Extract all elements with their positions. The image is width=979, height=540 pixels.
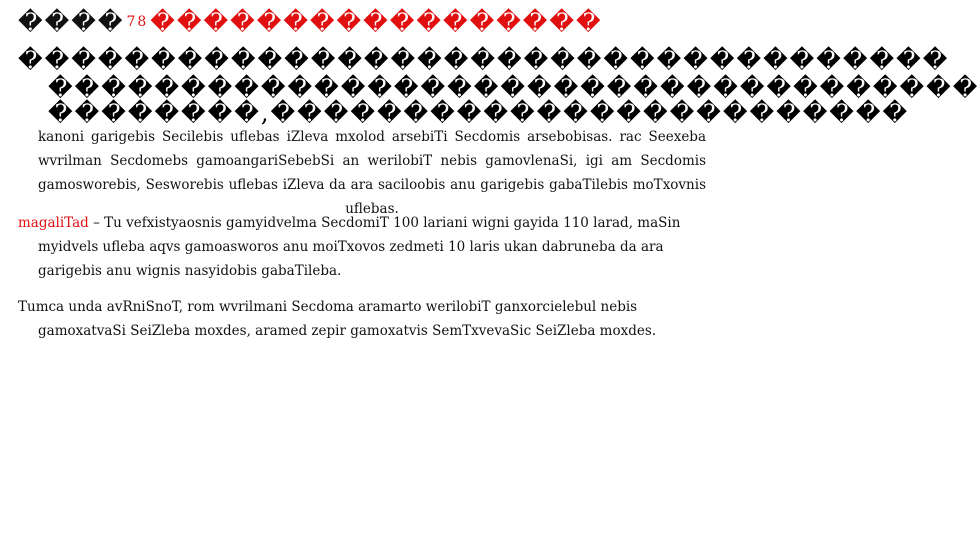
garbled-line-1: ����������������������������������� [18,46,950,74]
heading-red-text: ����������������� [150,8,603,36]
paragraph-example [18,211,708,283]
garbled-line-2: ����������������������������������� [48,74,979,102]
example-keyword: magaliTad [18,215,89,231]
slide-heading [18,8,708,36]
paragraph-note [18,295,708,343]
example-text: – Tu vefxistyaosnis gamyidvelma SecdomiT 100 lariani wigni gayida 110 larad, maSin myidvels ufleba aqvs gamoasworos anu moiTxovos zedmeti 10 laris ukan dabruneba da ara garigebis anu wignis nasyidobis gabaTileba. [38,215,681,279]
garbled-line-3: ��������,������������������������ [48,99,910,127]
heading-number: 78 [126,14,149,30]
heading-lead: ���� [18,8,125,36]
note-text: Tumca unda avRniSnoT, rom wvrilmani Secdoma aramarto werilobiT ganxorcielebul nebis gamoxatvaSi SeiZleba moxdes, aramed zepir gamoxatvis SemTxvevaSic SeiZleba moxdes. [18,299,657,339]
paragraph-rule: kanoni garigebis Secilebis uflebas iZleva mxolod arsebiTi Secdomis arsebobisas. rac Seexeba wvrilman Secdomebs gamoangariSebebSi an werilobiT nebis gamovlenaSi, igi am Secdomis gamosworebis, Sesworebis uflebas iZleva da ara saciloobis anu garigebis gabaTilebis moTxovnis uflebas. [38,129,706,217]
